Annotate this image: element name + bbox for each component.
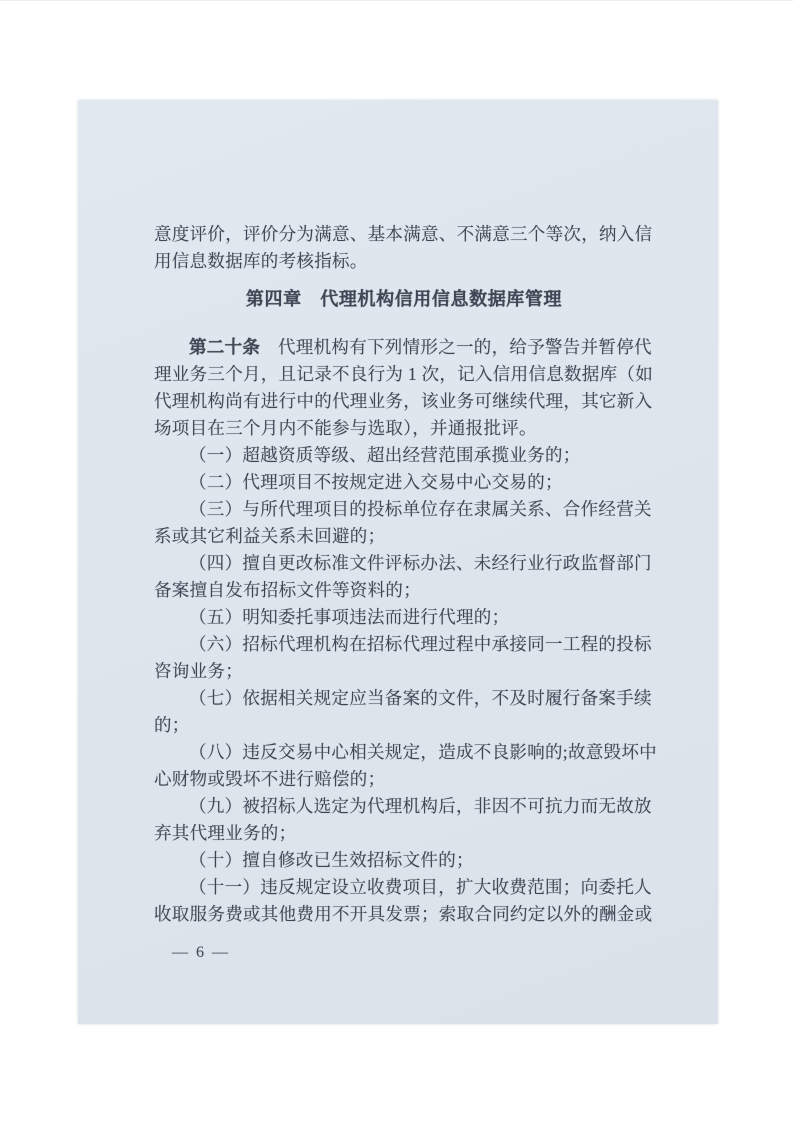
clause-continuation-line: 备案擅自发布招标文件等资料的； xyxy=(154,580,421,600)
text-column xyxy=(154,221,657,928)
clause-line: （二）代理项目不按规定进入交易中心交易的； xyxy=(189,472,563,492)
clause-line: （十）擅自修改已生效招标文件的； xyxy=(189,850,474,870)
clause-line: （一）超越资质等级、超出经营范围承揽业务的； xyxy=(189,445,581,465)
clause-continuation-line: 咨询业务； xyxy=(154,661,243,681)
clause-line: （十一）违反规定设立收费项目，扩大收费范围；向委托人 xyxy=(189,877,652,897)
clause-line: （六）招标代理机构在招标代理过程中承接同一工程的投标 xyxy=(189,634,652,654)
text-line: 场项目在三个月内不能参与选取），并通报批评。 xyxy=(154,418,537,438)
clause-line: （九）被招标人选定为代理机构后，非因不可抗力而无故放 xyxy=(189,796,652,816)
clause-continuation-line: 弃其代理业务的； xyxy=(154,823,297,843)
clause-line: （七）依据相关规定应当备案的文件，不及时履行备案手续 xyxy=(189,688,652,708)
clause-continuation-line: 系或其它利益关系未回避的； xyxy=(154,526,386,546)
article-line-text: 代理机构有下列情形之一的，给予警告并暂停代 xyxy=(260,337,652,357)
document-page xyxy=(78,100,718,1024)
chapter-heading: 第四章 代理机构信用信息数据库管理 xyxy=(245,289,563,309)
clause-continuation-line: 收取服务费或其他费用不开具发票；索取合同约定以外的酬金或 xyxy=(154,904,653,924)
page-number: — 6 — xyxy=(172,944,230,961)
text-line: 意度评价，评价分为满意、基本满意、不满意三个等次，纳入信 xyxy=(154,224,653,244)
clause-continuation-line: 的； xyxy=(154,715,190,735)
clause-line: （三）与所代理项目的投标单位存在隶属关系、合作经营关 xyxy=(189,499,652,519)
clause-line: （八）违反交易中心相关规定，造成不良影响的;故意毁坏中 xyxy=(189,742,657,762)
clause-continuation-line: 心财物或毁坏不进行赔偿的； xyxy=(154,769,386,789)
text-line: 理业务三个月，且记录不良行为 1 次，记入信用信息数据库（如 xyxy=(154,364,653,384)
clause-line: （四）擅自更改标准文件评标办法、未经行业行政监督部门 xyxy=(189,553,652,573)
article-first-line xyxy=(154,334,654,361)
clause-line: （五）明知委托事项违法而进行代理的； xyxy=(189,607,510,627)
article-number: 第二十条 xyxy=(189,337,261,357)
text-line: 代理机构尚有进行中的代理业务，该业务可继续代理，其它新入 xyxy=(154,391,653,411)
text-line: 用信息数据库的考核指标。 xyxy=(154,251,368,271)
